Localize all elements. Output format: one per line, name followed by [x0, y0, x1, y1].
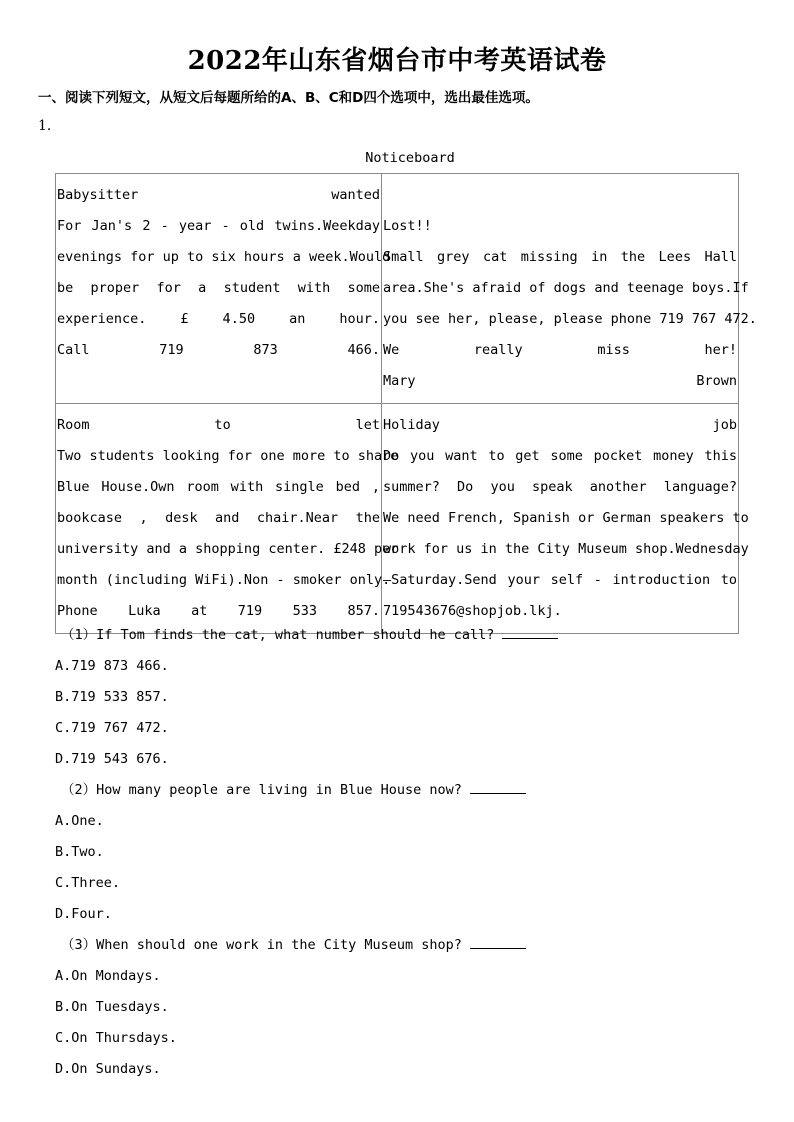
notice-line: Lost!!: [383, 218, 432, 234]
notice-line: Small grey cat missing in the Lees Hall: [383, 249, 737, 265]
notice-line: evenings for up to six hours a week.Would: [57, 249, 391, 265]
notice-line: bookcase , desk and chair.Near the: [57, 510, 380, 526]
question-stem-text: （3）When should one work in the City Museum shop?: [61, 937, 462, 953]
notice-line: Babysitter wanted: [57, 187, 380, 203]
notice-line: We really miss her!: [383, 342, 737, 358]
notice-line: university and a shopping center. £248 per: [57, 541, 399, 557]
answer-blank[interactable]: [502, 624, 558, 639]
answer-option[interactable]: B.Two.: [55, 844, 104, 860]
section-heading: 一、阅读下列短文，从短文后每题所给的A、B、C和D四个选项中，选出最佳选项。: [38, 90, 539, 106]
notice-line: Call 719 873 466.: [57, 342, 380, 358]
answer-option[interactable]: C.719 767 472.: [55, 720, 169, 736]
question-item: [55, 620, 755, 775]
notice-line: be proper for a student with some: [57, 280, 380, 296]
notice-holiday-job: [382, 404, 749, 634]
notice-line: Holiday job: [383, 417, 737, 433]
answer-option[interactable]: A.One.: [55, 813, 104, 829]
notice-line: 719543676@shopjob.lkj.: [383, 603, 562, 619]
notice-line: summer? Do you speak another language?: [383, 479, 737, 495]
answer-option[interactable]: B.719 533 857.: [55, 689, 169, 705]
notice-room-to-let: [56, 404, 399, 634]
exam-title: 2022年山东省烟台市中考英语试卷: [187, 46, 607, 76]
notice-lost-cat: [382, 174, 757, 404]
notice-line: [383, 180, 737, 211]
noticeboard-title: Noticeboard: [365, 150, 455, 166]
notice-line: experience. £ 4.50 an hour.: [57, 311, 380, 327]
question-stem: [55, 930, 755, 961]
notice-line: Mary Brown: [383, 373, 737, 389]
notice-line: We need French, Spanish or German speakers to: [383, 510, 749, 526]
question-stem: [55, 775, 755, 806]
question-item: [55, 775, 755, 930]
answer-option[interactable]: B.On Tuesdays.: [55, 999, 169, 1015]
question-stem-text: （2）How many people are living in Blue House now?: [61, 782, 462, 798]
notice-line: Two students looking for one more to share: [57, 448, 399, 464]
notice-line: month (including WiFi).Non - smoker only.: [57, 572, 391, 588]
noticeboard-row: [56, 174, 739, 404]
notice-line: you see her, please, please phone 719 767 472.: [383, 311, 757, 327]
question-number: 1.: [38, 118, 52, 134]
notice-babysitter: [56, 174, 391, 404]
answer-option[interactable]: D.On Sundays.: [55, 1061, 161, 1077]
question-stem-text: （1）If Tom finds the cat, what number should he call?: [61, 627, 495, 643]
notice-line: For Jan's 2 - year - old twins.Weekday: [57, 218, 380, 234]
answer-blank[interactable]: [470, 779, 526, 794]
notice-line: Phone Luka at 719 533 857.: [57, 603, 380, 619]
noticeboard-row: [56, 404, 739, 634]
notice-line: work for us in the City Museum shop.Wednesday: [383, 541, 749, 557]
answer-option[interactable]: A.On Mondays.: [55, 968, 161, 984]
question-item: [55, 930, 755, 1085]
notice-line: —Saturday.Send your self - introduction to: [383, 572, 737, 588]
question-list: [55, 620, 755, 1085]
answer-option[interactable]: D.Four.: [55, 906, 112, 922]
answer-option[interactable]: C.On Thursdays.: [55, 1030, 177, 1046]
answer-blank[interactable]: [470, 934, 526, 949]
answer-option[interactable]: C.Three.: [55, 875, 121, 891]
answer-option[interactable]: A.719 873 466.: [55, 658, 169, 674]
noticeboard-table: [55, 173, 757, 634]
answer-option[interactable]: D.719 543 676.: [55, 751, 169, 767]
notice-line: Blue House.Own room with single bed ,: [57, 479, 380, 495]
notice-line: area.She's afraid of dogs and teenage boys.If: [383, 280, 749, 296]
question-stem: [55, 620, 755, 651]
notice-line: Do you want to get some pocket money this: [383, 448, 737, 464]
notice-line: Room to let: [57, 417, 380, 433]
